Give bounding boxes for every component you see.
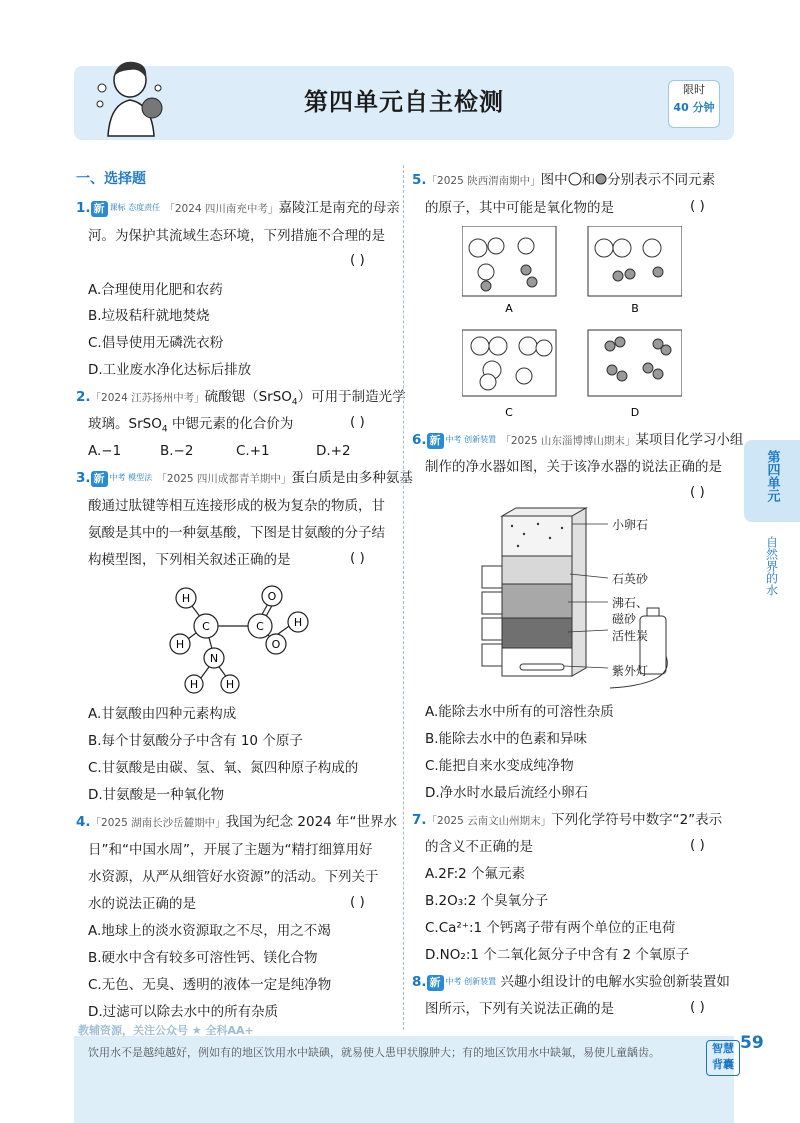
q4-answer-blank[interactable]: ( ): [350, 894, 365, 910]
q2-text1: 硫酸锶（SrSO: [204, 389, 292, 405]
q2-line1: [76, 387, 406, 413]
q4-line4: 水的说法正确的是: [88, 896, 196, 912]
side-tab-unit-label: 第四单元: [764, 450, 780, 502]
new-badge: 新: [427, 433, 444, 449]
q1-source: 「2024 四川南充中考」: [164, 203, 279, 215]
q1-option-c[interactable]: C.倡导使用无磷洗衣粉: [88, 335, 224, 351]
q2-text1-end: ）可用于制造光学: [297, 389, 406, 405]
atom-label: C: [256, 620, 264, 633]
q4-option-c[interactable]: C.无色、无臭、透明的液体一定是纯净物: [88, 977, 332, 993]
q6-answer-blank[interactable]: ( ): [690, 484, 705, 500]
time-limit-box: [668, 80, 720, 128]
page-title: 第四单元自主检测: [304, 88, 504, 116]
q4-number: 4.: [76, 814, 91, 830]
water-purifier-diagram: [480, 506, 690, 696]
q7-line2: 的含义不正确的是: [425, 839, 533, 855]
glycine-molecule-model: [160, 582, 330, 694]
q1-answer-blank[interactable]: ( ): [350, 252, 365, 268]
side-tab-topic-label: 自然界的水: [764, 536, 779, 596]
new-badge: 新: [427, 975, 444, 991]
q7-option-d[interactable]: D.NO₂:1 个二氧化氮分子中含有 2 个氧原子: [425, 947, 690, 963]
atom-label: O: [267, 590, 277, 603]
q2-option-b[interactable]: B.−2: [160, 443, 194, 459]
q4-text: 我国为纪念 2024 年“世界水: [225, 814, 398, 830]
q4-line1: [76, 812, 397, 833]
q4-option-a[interactable]: A.地球上的淡水资源取之不尽，用之不竭: [88, 923, 331, 939]
q3-option-c[interactable]: C.甘氨酸是由碳、氢、氧、氮四种原子构成的: [88, 760, 359, 776]
q3-number: 3.: [76, 470, 91, 486]
q2-number: 2.: [76, 389, 91, 405]
q6-option-a[interactable]: A.能除去水中所有的可溶性杂质: [425, 704, 614, 720]
q3-option-b[interactable]: B.每个甘氨酸分子中含有 10 个原子: [88, 733, 303, 749]
badge-sub: 中考 模型法: [109, 473, 153, 482]
watermark: 教辅资源，关注公众号 ★ 全科AA+: [78, 1024, 254, 1037]
q6-line1: [412, 430, 743, 451]
q2-sub1: 4: [291, 397, 298, 408]
q5-text-c: 分别表示不同元素: [607, 172, 716, 188]
atom-label: H: [225, 678, 235, 691]
atom-label: H: [293, 616, 303, 629]
badge-sub: 课标 态度责任: [109, 203, 161, 212]
q6-source: 「2025 山东淄博博山期末」: [500, 435, 636, 447]
atom-label: O: [271, 638, 281, 651]
q4-option-b[interactable]: B.硬水中含有较多可溶性钙、镁化合物: [88, 950, 318, 966]
q3-line1: [76, 468, 413, 489]
q6-number: 6.: [412, 432, 427, 448]
q1-option-a[interactable]: A.合理使用化肥和农药: [88, 282, 223, 298]
q4-option-d[interactable]: D.过滤可以除去水中的所有杂质: [88, 1004, 279, 1020]
q5-line2: 的原子，其中可能是氧化物的是: [425, 200, 614, 216]
q5-answer-blank[interactable]: ( ): [690, 198, 705, 214]
q8-answer-blank[interactable]: ( ): [690, 999, 705, 1015]
side-tab-topic[interactable]: [744, 528, 800, 608]
q2-sub2: 4: [161, 424, 168, 435]
atom-label: H: [189, 678, 199, 691]
q8-number: 8.: [412, 974, 427, 990]
q5-line1: [412, 170, 715, 191]
layer-label: 活性炭: [612, 629, 649, 643]
q1-text: 嘉陵江是南充的母亲: [278, 200, 400, 216]
q2-option-c[interactable]: C.+1: [236, 443, 270, 459]
q2-text2-end: 中锶元素的化合价为: [167, 416, 294, 432]
q7-number: 7.: [412, 812, 427, 828]
q1-line2: 河。为保护其流域生态环境，下列措施不合理的是: [88, 228, 385, 244]
q8-text: 兴趣小组设计的电解水实验创新装置如: [500, 974, 730, 990]
q5-text-b: 和: [581, 172, 596, 188]
q4-line3: 水资源，从严从细管好水资源”的活动。下列关于: [88, 869, 379, 885]
time-limit-value: 40 分钟: [673, 101, 715, 114]
badge-sub: 中考 创新装置: [445, 435, 497, 444]
q7-line1: [412, 810, 722, 831]
atom-label: C: [202, 620, 210, 633]
time-limit-label: 限时: [683, 83, 705, 96]
q7-answer-blank[interactable]: ( ): [690, 837, 705, 853]
q3-line4: 构模型图，下列相关叙述正确的是: [88, 552, 291, 568]
q3-line3: 氨酸是其中的一种氨基酸，下图是甘氨酸的分子结: [88, 525, 385, 541]
q6-option-c[interactable]: C.能把自来水变成纯净物: [425, 758, 574, 774]
q7-text: 下列化学符号中数字“2”表示: [551, 812, 723, 828]
q2-text2: 玻璃。SrSO: [88, 416, 162, 432]
q7-option-a[interactable]: A.2F:2 个氟元素: [425, 866, 526, 882]
q8-line1: [412, 972, 730, 992]
layer-label: 沸石、: [612, 596, 649, 610]
q7-source: 「2025 云南文山州期末」: [426, 815, 552, 827]
q2-answer-blank[interactable]: ( ): [350, 414, 365, 430]
side-tab-unit[interactable]: [744, 440, 800, 522]
q6-text: 某项目化学习小组: [635, 432, 744, 448]
layer-label: 小卵石: [612, 518, 649, 532]
column-divider: [403, 165, 404, 1030]
q2-line2: [88, 414, 293, 440]
q3-text: 蛋白质是由多种氨基: [291, 470, 413, 486]
q2-option-a[interactable]: A.−1: [88, 443, 122, 459]
q3-option-a[interactable]: A.甘氨酸由四种元素构成: [88, 706, 237, 722]
q8-line2: 图所示，下列有关说法正确的是: [425, 1001, 614, 1017]
atom-label: H: [175, 638, 185, 651]
layer-label: 石英砂: [612, 572, 649, 586]
diagram-label-d: D: [630, 406, 640, 419]
q5-source: 「2025 陕西渭南期中」: [426, 175, 541, 187]
q4-line2: 日”和“中国水周”，开展了主题为“精打细算用好: [88, 842, 373, 858]
q6-option-b[interactable]: B.能除去水中的色素和异味: [425, 731, 588, 747]
section-heading: 一、选择题: [76, 171, 146, 187]
new-badge: 新: [91, 201, 108, 217]
badge-sub: 中考 创新装置: [445, 977, 497, 986]
q1-number: 1.: [76, 200, 91, 216]
q3-line2: 酸通过肽键等相互连接形成的极为复杂的物质，甘: [88, 498, 385, 514]
q6-option-d[interactable]: D.净水时水最后流经小卵石: [425, 785, 589, 801]
q5-text-a: 图中: [540, 172, 568, 188]
q1-option-b[interactable]: B.垃圾秸秆就地焚烧: [88, 308, 210, 324]
q1-line1: [76, 198, 400, 219]
q3-option-d[interactable]: D.甘氨酸是一种氧化物: [88, 787, 225, 803]
q4-source: 「2025 湖南长沙岳麓期中」: [90, 817, 226, 829]
q6-line2: 制作的净水器如图，关于该净水器的说法正确的是: [425, 459, 722, 475]
q3-answer-blank[interactable]: ( ): [350, 550, 365, 566]
new-badge: 新: [91, 471, 108, 487]
q1-option-d[interactable]: D.工业废水净化达标后排放: [88, 362, 252, 378]
q3-source: 「2025 四川成都青羊期中」: [156, 473, 292, 485]
atom-label: H: [181, 592, 191, 605]
tips-box: 智慧背囊: [706, 1040, 740, 1076]
diagram-label-a: A: [505, 302, 513, 315]
diagram-label-c: C: [505, 406, 513, 419]
white-atom-icon: [568, 172, 582, 186]
q7-option-c[interactable]: C.Ca²⁺:1 个钙离子带有两个单位的正电荷: [425, 920, 676, 936]
q7-option-b[interactable]: B.2O₃:2 个臭氧分子: [425, 893, 549, 909]
q2-source: 「2024 江苏扬州中考」: [90, 392, 205, 404]
footer-note: 饮用水不是越纯越好，例如有的地区饮用水中缺碘，就易使人患甲状腺肿大；有的地区饮用水中缺氟，易使儿童龋齿。: [88, 1046, 660, 1059]
atom-label: N: [209, 652, 219, 665]
diagram-label-b: B: [631, 302, 639, 315]
q2-option-d[interactable]: D.+2: [316, 443, 351, 459]
page-number: 59: [740, 1033, 764, 1053]
q5-number: 5.: [412, 172, 427, 188]
q5-particle-diagrams: [462, 226, 682, 422]
layer-label: 紫外灯: [612, 664, 649, 678]
gray-atom-icon: [595, 173, 607, 185]
layer-label: 磁砂: [612, 612, 637, 626]
student-mascot-illustration: [94, 58, 174, 138]
